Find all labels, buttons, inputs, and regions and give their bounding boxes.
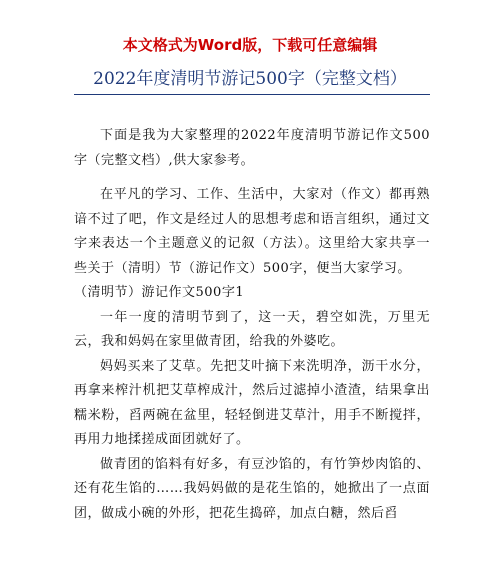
body-paragraph: 做青团的馅料有好多，有豆沙馅的，有竹笋炒肉馅的、还有花生馅的……我妈妈做的是花生馅的，她掀出了一点面团，做成小碗的外形，把花生捣碎，加点白糖，然后舀 [74,456,430,521]
format-banner: 本文格式为Word版，下载可任意编辑 [122,36,378,54]
body-paragraph: 在平凡的学习、工作、生活中，大家对（作文）都再熟谙不过了吧，作文是经过人的思想考虑和语言组织，通过文字来表达一个主题意义的记叙（方法）。这里给大家共享一些关于（清明）节（游记作文）500字，便当大家学习。 [74,187,430,276]
document-title: 2022年度清明节游记500字（完整文档） [93,69,407,89]
section-heading: （清明节）游记作文500字1 [74,285,245,300]
document-body [74,124,430,526]
intro-paragraph: 下面是我为大家整理的2022年度清明节游记作文500字（完整文档）,供大家参考。 [74,128,430,168]
body-paragraph: 妈妈买来了艾草。先把艾叶摘下来洗明净，沥干水分，再拿来榨汁机把艾草榨成汁，然后过滤掉小渣渣，结果拿出糯米粉，舀两碗在盆里，轻轻倒进艾草汁，用手不断搅拌，再用力地揉搓成面团就好了。 [74,358,430,447]
body-paragraph: 一年一度的清明节到了，这一天，碧空如洗，万里无云，我和妈妈在家里做青团，给我的外婆吃。 [74,309,430,349]
title-divider [74,94,430,95]
